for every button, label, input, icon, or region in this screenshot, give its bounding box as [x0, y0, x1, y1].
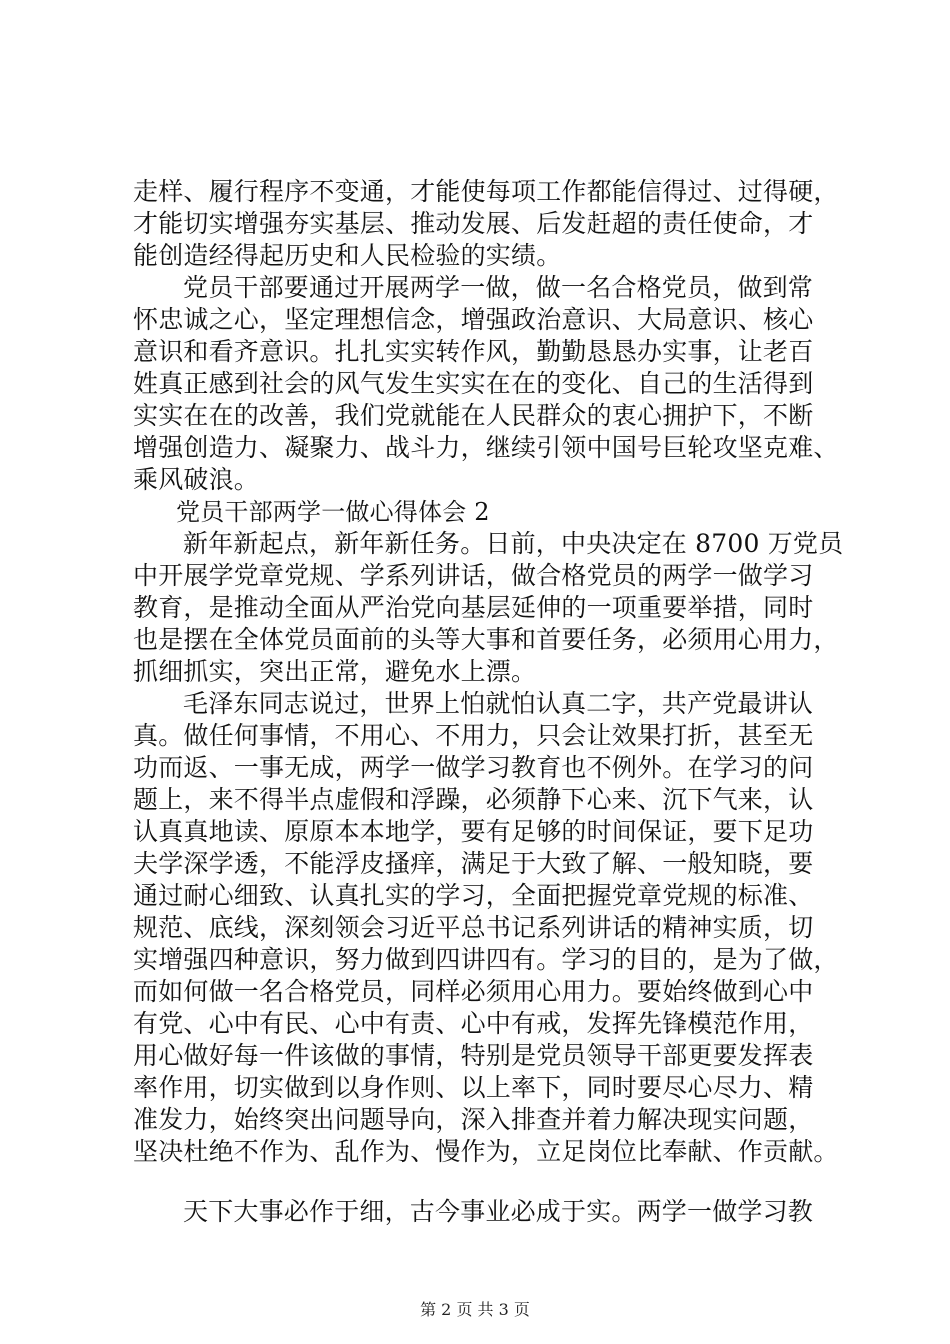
paragraph-start-line: 新年新起点，新年新任务。日前，中央决定在 8700 万党员 [183, 529, 844, 558]
text-line: 乘风破浪。 [133, 465, 260, 494]
text-line: 功而返、一事无成，两学一做学习教育也不例外。在学习的问 [133, 753, 814, 782]
text-line: 用心做好每一件该做的事情，特别是党员领导干部更要发挥表 [133, 1041, 814, 1070]
text-line: 有党、心中有民、心中有责、心中有戒，发挥先锋模范作用， [133, 1009, 814, 1038]
section-heading: 党员干部两学一做心得体会 2 [176, 498, 490, 526]
text-line: 而如何做一名合格党员，同样必须用心用力。要始终做到心中 [133, 977, 814, 1006]
text-line: 坚决杜绝不作为、乱作为、慢作为，立足岗位比奉献、作贡献。 [133, 1137, 839, 1166]
text-line: 题上，来不得半点虚假和浮躁，必须静下心来、沉下气来，认 [133, 785, 814, 814]
text-line: 通过耐心细致、认真扎实的学习，全面把握党章党规的标准、 [133, 881, 814, 910]
paragraph-start-line: 党员干部要通过开展两学一做，做一名合格党员，做到常 [183, 273, 814, 302]
text-line: 才能切实增强夯实基层、推动发展、后发赶超的责任使命，才 [133, 209, 814, 238]
text-line: 夫学深学透，不能浮皮搔痒，满足于大致了解、一般知晓，要 [133, 849, 814, 878]
text-line: 实实在在的改善，我们党就能在人民群众的衷心拥护下，不断 [133, 401, 814, 430]
text-line: 姓真正感到社会的风气发生实实在在的变化、自己的生活得到 [133, 369, 814, 398]
page-number-footer: 第 2 页 共 3 页 [420, 1300, 530, 1319]
text-line: 走样、履行程序不变通，才能使每项工作都能信得过、过得硬， [133, 177, 839, 206]
paragraph-start-line: 天下大事必作于细，古今事业必成于实。两学一做学习教 [183, 1197, 814, 1226]
text-line: 能创造经得起历史和人民检验的实绩。 [133, 241, 562, 270]
text-line: 认真真地读、原原本本地学，要有足够的时间保证，要下足功 [133, 817, 814, 846]
text-line: 率作用，切实做到以身作则、以上率下，同时要尽心尽力、精 [133, 1073, 814, 1102]
text-line: 抓细抓实，突出正常，避免水上漂。 [133, 657, 537, 686]
text-line: 实增强四种意识，努力做到四讲四有。学习的目的，是为了做， [133, 945, 839, 974]
text-line: 增强创造力、凝聚力、战斗力，继续引领中国号巨轮攻坚克难、 [133, 433, 839, 462]
text-line: 真。做任何事情，不用心、不用力，只会让效果打折，甚至无 [133, 721, 814, 750]
text-line: 怀忠诚之心，坚定理想信念，增强政治意识、大局意识、核心 [133, 305, 814, 334]
text-line: 教育，是推动全面从严治党向基层延伸的一项重要举措，同时 [133, 593, 814, 622]
text-line: 中开展学党章党规、学系列讲话，做合格党员的两学一做学习 [133, 561, 814, 590]
text-line: 规范、底线，深刻领会习近平总书记系列讲话的精神实质，切 [133, 913, 814, 942]
paragraph-start-line: 毛泽东同志说过，世界上怕就怕认真二字，共产党最讲认 [183, 689, 814, 718]
text-line: 准发力，始终突出问题导向，深入排查并着力解决现实问题， [133, 1105, 814, 1134]
text-line: 也是摆在全体党员面前的头等大事和首要任务，必须用心用力， [133, 625, 839, 654]
text-line: 意识和看齐意识。扎扎实实转作风，勤勤恳恳办实事，让老百 [133, 337, 814, 366]
